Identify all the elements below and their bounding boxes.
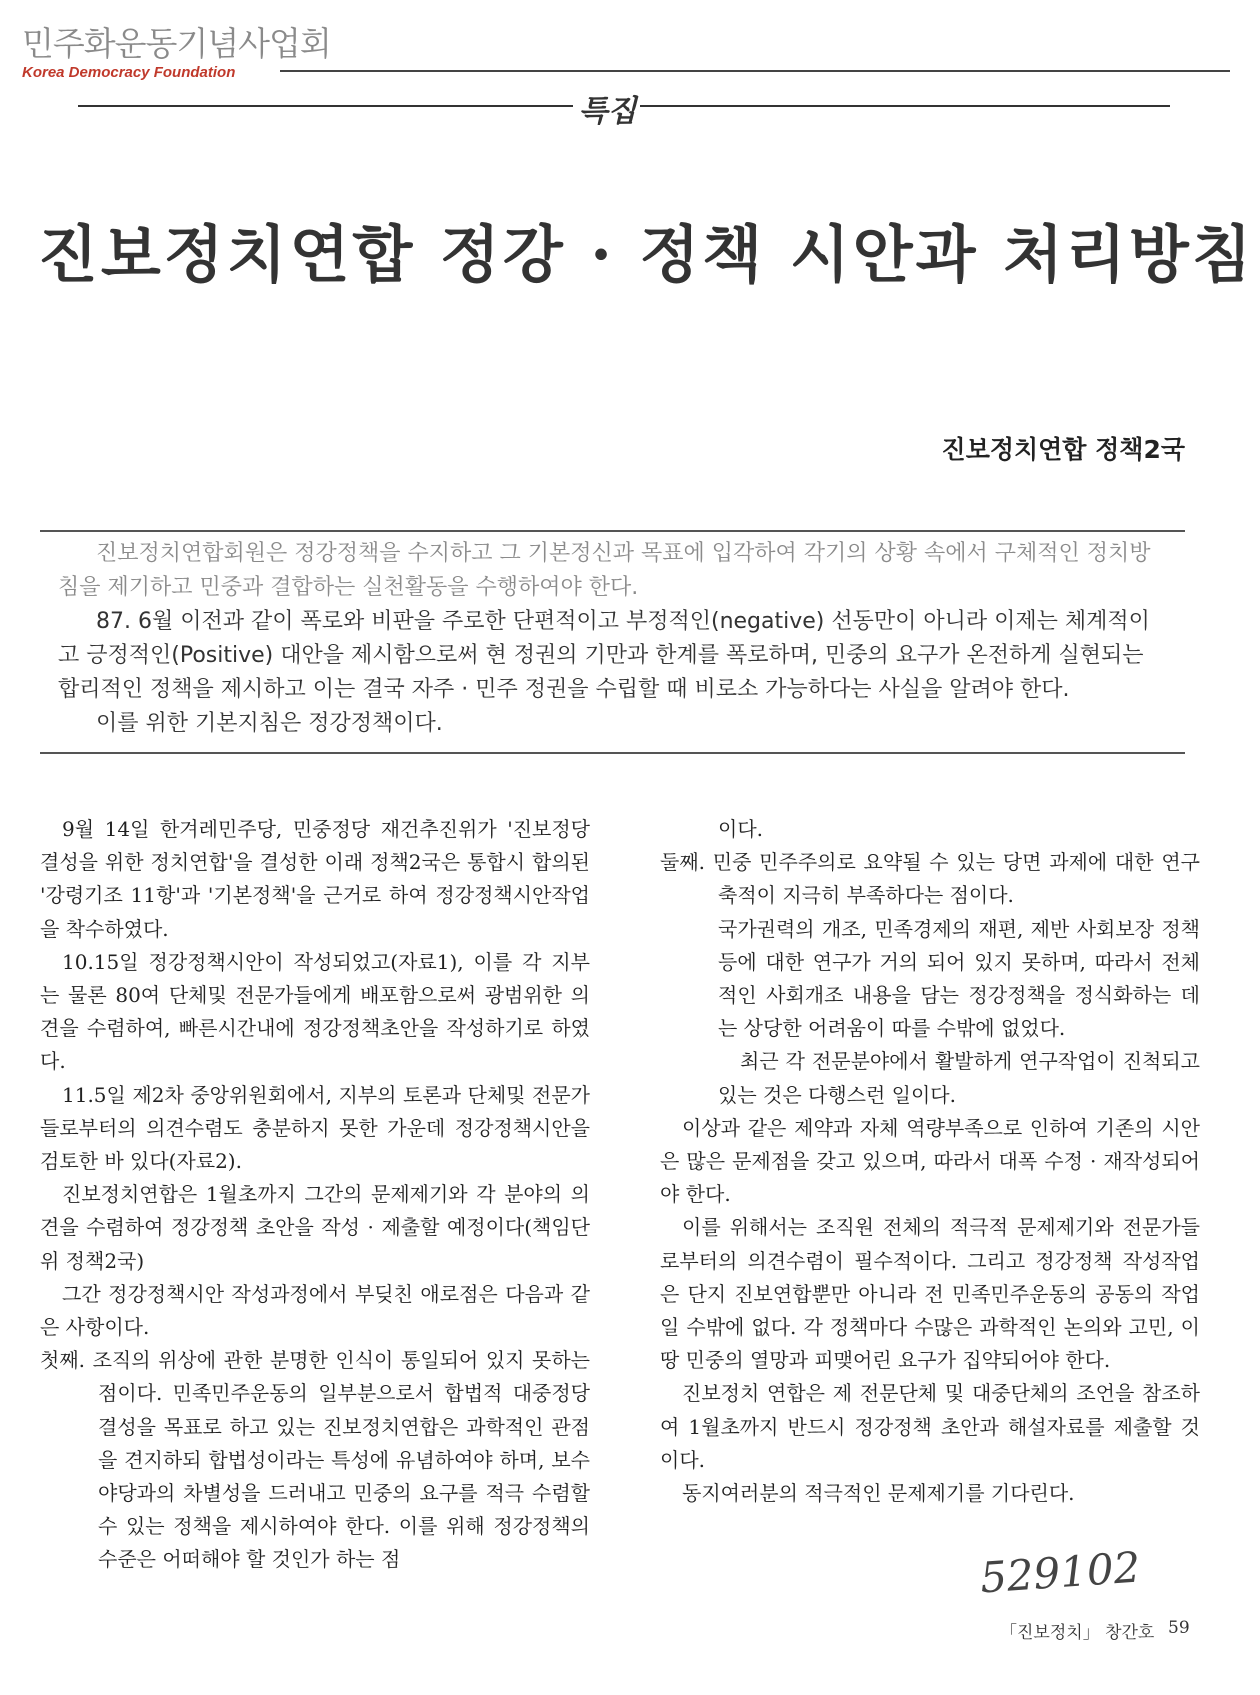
abstract-paragraph: 87. 6월 이전과 같이 폭로와 비판을 주로한 단편적이고 부정적인(negative) 선동만이 아니라 이제는 체계적이고 긍정적인(Positive) 대안을 제시함으로써 현 정권의 기만과 한계를 폭로하며, 민중의 요구가 온전하게 실현되는 합리적인 정책을 제시하고 이는 결국 자주 · 민주 정권을 수립할 때 비로소 가능하다는 사실을 알려야 한다. [58,609,1150,702]
body-paragraph: 진보정치 연합은 제 전문단체 및 대중단체의 조언을 참조하여 1월초까지 반드시 정강정책 초안과 해설자료를 제출할 것이다. [660,1381,1200,1472]
body-column-right [660,813,1200,1510]
article-author: 진보정치연합 정책2국 [941,435,1185,464]
abstract-rule-bottom [40,752,1185,754]
body-list-item: 둘째. 민중 민주주의로 요약될 수 있는 당면 과제에 대한 연구 축적이 지극히 부족하다는 점이다. [660,850,1200,908]
body-paragraph: 이를 위해서는 조직원 전체의 적극적 문제제기와 전문가들로부터의 의견수렴이 필수적이다. 그리고 정강정책 작성작업은 단지 진보연합뿐만 아니라 전 민족민주운동의 공동의 작업일 수밖에 없다. 각 정책마다 수많은 과학적인 논의와 고민, 이 땅 민중의 열망과 피맺어린 요구가 집약되어야 한다. [660,1215,1200,1373]
section-label: 특집 [578,94,637,129]
body-paragraph: 국가권력의 개조, 민족경제의 재편, 제반 사회보장 정책등에 대한 연구가 거의 되어 있지 못하며, 따라서 전체적인 사회개조 내용을 담는 정강정책을 정식화하는 데는 상당한 어려움이 따를 수밖에 없었다. [718,916,1200,1041]
section-rule-right [640,105,1170,107]
page-number: 59 [1168,1618,1190,1638]
header-rule [280,70,1230,72]
article-title: 진보정치연합 정강 · 정책 시안과 처리방침 [38,218,1255,291]
body-paragraph: 11.5일 제2차 중앙위원회에서, 지부의 토론과 단체및 전문가들로부터의 의견수렴도 충분하지 못한 가운데 정강정책시안을 검토한 바 있다(자료2). [40,1082,590,1174]
body-paragraph: 9월 14일 한겨레민주당, 민중정당 재건추진위가 '진보정당 결성을 위한 정치연합'을 결성한 이래 정책2국은 통합시 합의된 '강령기조 11항'과 '기본정책'을 근거로 하여 정강정책시안작업을 착수하였다. [40,817,590,941]
abstract-box [58,537,1153,741]
body-paragraph: 그간 정강정책시안 작성과정에서 부딪친 애로점은 다음과 같은 사항이다. [40,1281,590,1340]
body-paragraph: 이상과 같은 제약과 자체 역량부족으로 인하여 기존의 시안은 많은 문제점을 갖고 있으며, 따라서 대폭 수정 · 재작성되어야 한다. [660,1115,1200,1207]
abstract-rule-top [40,530,1185,532]
body-paragraph: 최근 각 전문분야에서 활발하게 연구작업이 진척되고 있는 것은 다행스런 일이다. [718,1049,1200,1107]
section-rule-left [78,105,573,107]
abstract-paragraph: 이를 위한 기본지침은 정강정책이다. [96,711,443,736]
footer-source: 「진보정치」 창간호 [1000,1623,1155,1643]
body-column-left [40,813,590,1577]
handwritten-signature: 529102 [978,1542,1142,1603]
body-paragraph: 10.15일 정강정책시안이 작성되었고(자료1), 이를 각 지부는 물론 80여 단체및 전문가들에게 배포함으로써 광범위한 의견을 수렴하여, 빠른시간내에 정강정책초안을 작성하기로 하였다. [40,949,590,1074]
foundation-logo-korean: 민주화운동기념사업회 [22,24,331,63]
body-paragraph: 이다. [718,817,763,841]
body-paragraph: 진보정치연합은 1월초까지 그간의 문제제기와 각 분야의 의견을 수렴하여 정강정책 초안을 작성 · 제출할 예정이다(책임단위 정책2국) [40,1182,590,1273]
body-list-item: 첫째. 조직의 위상에 관한 분명한 인식이 통일되어 있지 못하는 점이다. 민족민주운동의 일부분으로서 합법적 대중정당 결성을 목표로 하고 있는 진보정치연합은 과학적인 관점을 견지하되 합법성이라는 특성에 유념하여야 하며, 보수야당과의 차별성을 드러내고 민중의 요구를 적극 수렴할 수 있는 정책을 제시하여야 한다. 이를 위해 정강정책의 수준은 어떠해야 할 것인가 하는 점 [40,1348,590,1572]
foundation-logo-english: Korea Democracy Foundation [22,64,236,81]
abstract-paragraph: 진보정치연합회원은 정강정책을 수지하고 그 기본정신과 목표에 입각하여 각기의 상황 속에서 구체적인 정치방침을 제기하고 민중과 결합하는 실천활동을 수행하여야 한다. [58,541,1151,600]
body-paragraph: 동지여러분의 적극적인 문제제기를 기다린다. [682,1481,1075,1506]
